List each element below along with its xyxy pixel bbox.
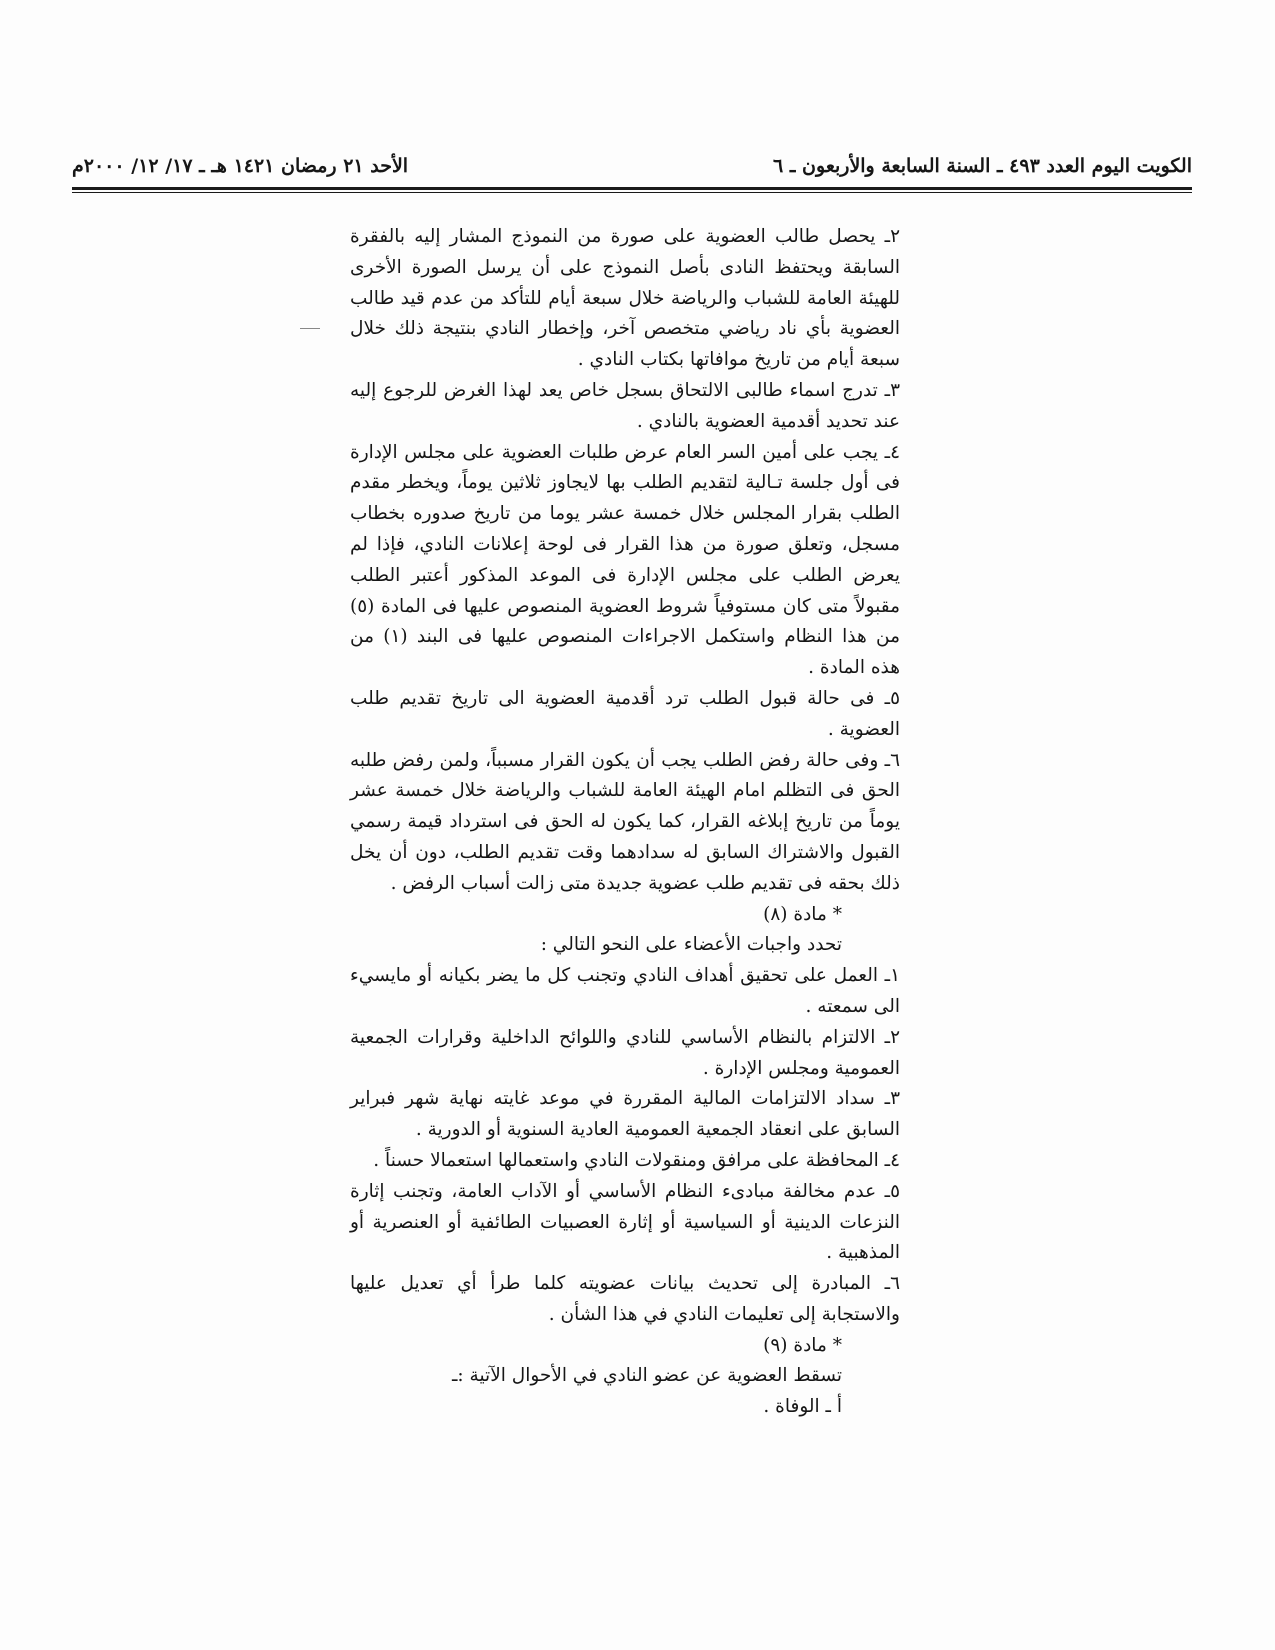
duty-item-6: ٦ـ المبادرة إلى تحديث بيانات عضويته كلما طرأ أي تعديل عليها والاستجابة إلى تعليمات النادي في هذا الشأن . [350, 1273, 900, 1325]
duty-item-2: ٢ـ الالتزام بالنظام الأساسي للنادي واللوائح الداخلية وقرارات الجمعية العمومية ومجلس الإدارة . [350, 1026, 900, 1079]
scan-mark [300, 328, 320, 329]
running-header [72, 155, 1192, 185]
paragraph-item-6: ٦ـ وفى حالة رفض الطلب يجب أن يكون القرار مسبباً، ولمن رفض طلبه الحق فى التظلم امام الهيئة العامة للشباب والرياضة خلال خمسة عشر يوماً من تاريخ إبلاغه القرار، كما يكون له الحق فى استرداد قيمة رسمي القبول والاشتراك السابق له سدادهما وقت تقديم الطلب، دون أن يخل ذلك بحقه فى تقديم طلب عضوية جديدة متى زالت أسباب الرفض . [350, 749, 900, 894]
duty-item-1: ١ـ العمل على تحقيق أهداف النادي وتجنب كل ما يضر بكيانه أو مايسيء الى سمعته . [350, 965, 900, 1017]
paragraph-item-3: ٣ـ تدرج اسماء طالبى الالتحاق بسجل خاص يعد لهذا الغرض للرجوع إليه عند تحديد أقدمية العضوية بالنادي . [350, 379, 900, 432]
article-8-intro: تحدد واجبات الأعضاء على النحو التالي : [540, 934, 842, 956]
paragraph-item-2: ٢ـ يحصل طالب العضوية على صورة من النموذج المشار إليه بالفقرة السابقة ويحتفظ النادى بأصل النموذج على أن يرسل الصورة الأخرى للهيئة العامة للشباب والرياضة خلال سبعة أيام للتأكد من عدم قيد طالب العضوية بأي ناد رياضي متخصص آخر، وإخطار النادي بنتيجة ذلك خلال سبعة أيام من تاريخ موافاتها بكتاب النادي . [350, 226, 900, 371]
header-rule-thin [72, 192, 1192, 193]
article-8-heading: * مادة (٨) [763, 903, 842, 925]
paragraph-item-4: ٤ـ يجب على أمين السر العام عرض طلبات العضوية على مجلس الإدارة فى أول جلسة تـالية لتقديم الطلب بها لايجاوز ثلاثين يوماً، ويخطر مقدم الطلب بقرار المجلس خلال خمسة عشر يوما من تاريخ صدوره بخطاب مسجل، وتعلق صورة من هذا القرار فى لوحة إعلانات النادي، فإذا لم يعرض الطلب على مجلس الإدارة فى الموعد المذكور أعتبر الطلب مقبولاً متى كان مستوفياً شروط العضوية المنصوص عليها فى المادة (٥) من هذا النظام واستكمل الاجراءات المنصوص عليها فى البند (١) من هذه المادة . [350, 441, 900, 679]
revocation-item-a: أ ـ الوفاة . [763, 1396, 842, 1418]
header-date: الأحد ٢١ رمضان ١٤٢١ هـ ـ ١٧/ ١٢/ ٢٠٠٠م [72, 155, 409, 177]
paragraph-item-5: ٥ـ فى حالة قبول الطلب ترد أقدمية العضوية الى تاريخ تقديم طلب العضوية . [350, 687, 900, 740]
duty-item-5: ٥ـ عدم مخالفة مبادىء النظام الأساسي أو الآداب العامة، وتجنب إثارة النزعات الدينية أو السياسية أو إثارة العصبيات الطائفية أو العنصرية أو المذهبية . [350, 1180, 900, 1264]
duty-item-3: ٣ـ سداد الالتزامات المالية المقررة في موعد غايته نهاية شهر فبراير السابق على انعقاد الجمعية العمومية العادية السنوية أو الدورية . [350, 1088, 900, 1141]
header-rule-thick [72, 187, 1192, 190]
article-9-heading: * مادة (٩) [763, 1334, 842, 1356]
article-9-intro: تسقط العضوية عن عضو النادي في الأحوال الآتية :ـ [452, 1365, 842, 1387]
header-publication: الكويت اليوم العدد ٤٩٣ ـ السنة السابعة والأربعون ـ ٦ [773, 155, 1192, 177]
duty-item-4: ٤ـ المحافظة على مرافق ومنقولات النادي واستعمالها استعمالا حسناً . [373, 1149, 900, 1171]
body-column [350, 222, 900, 1423]
